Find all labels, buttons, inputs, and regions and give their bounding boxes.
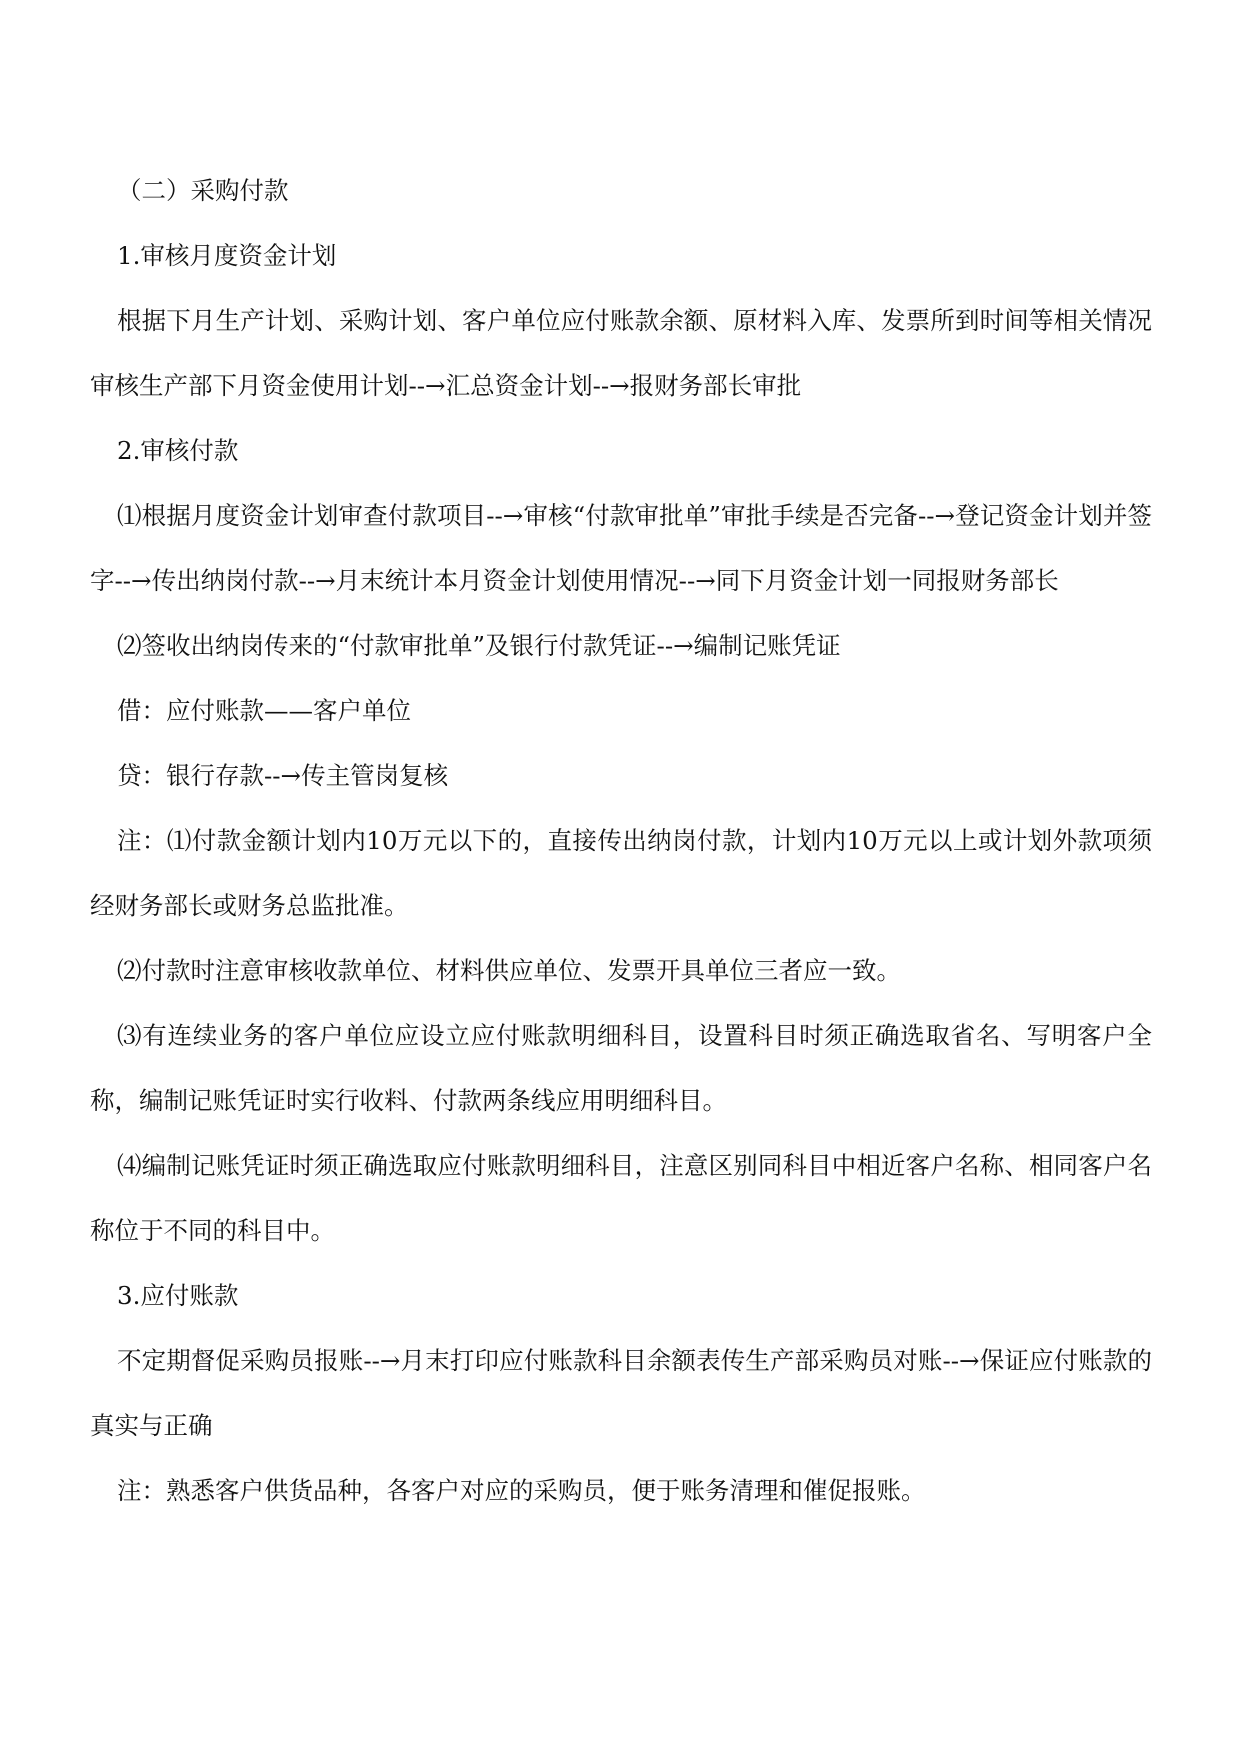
- paragraph-note-2: ⑵付款时注意审核收款单位、材料供应单位、发票开具单位三者应一致。: [117, 956, 901, 985]
- paragraph-note-1: 注：⑴付款金额计划内10万元以下的，直接传出纳岗付款，计划内10万元以上或计划外款项须经财务部长或财务总监批准。: [90, 826, 1152, 920]
- paragraph-fund-plan-process: 根据下月生产计划、采购计划、客户单位应付账款余额、原材料入库、发票所到时间等相关情况审核生产部下月资金使用计划--→汇总资金计划--→报财务部长审批: [90, 306, 1152, 400]
- paragraph-payment-step-1: ⑴根据月度资金计划审查付款项目--→审核“付款审批单”审批手续是否完备--→登记资金计划并签字--→传出纳岗付款--→月末统计本月资金计划使用情况--→同下月资金计划一同报财务部长: [90, 501, 1152, 595]
- paragraph-note-3: ⑶有连续业务的客户单位应设立应付账款明细科目，设置科目时须正确选取省名、写明客户全称，编制记账凭证时实行收料、付款两条线应用明细科目。: [90, 1021, 1152, 1115]
- section-heading-purchase-payment: （二）采购付款: [117, 176, 289, 205]
- subheading-review-payment: 2.审核付款: [117, 436, 239, 465]
- paragraph-credit-entry: 贷：银行存款--→传主管岗复核: [117, 761, 449, 790]
- paragraph-debit-entry: 借：应付账款——客户单位: [117, 696, 411, 725]
- paragraph-payment-step-2: ⑵签收出纳岗传来的“付款审批单”及银行付款凭证--→编制记账凭证: [117, 631, 841, 660]
- subheading-review-monthly-fund-plan: 1.审核月度资金计划: [117, 241, 337, 270]
- paragraph-accounts-payable-process: 不定期督促采购员报账--→月末打印应付账款科目余额表传生产部采购员对账--→保证应付账款的真实与正确: [90, 1346, 1152, 1440]
- subheading-accounts-payable: 3.应付账款: [117, 1281, 239, 1310]
- document-body: [90, 158, 1152, 1523]
- paragraph-accounts-payable-note: 注：熟悉客户供货品种，各客户对应的采购员，便于账务清理和催促报账。: [117, 1476, 926, 1505]
- paragraph-note-4: ⑷编制记账凭证时须正确选取应付账款明细科目，注意区别同科目中相近客户名称、相同客户名称位于不同的科目中。: [90, 1151, 1152, 1245]
